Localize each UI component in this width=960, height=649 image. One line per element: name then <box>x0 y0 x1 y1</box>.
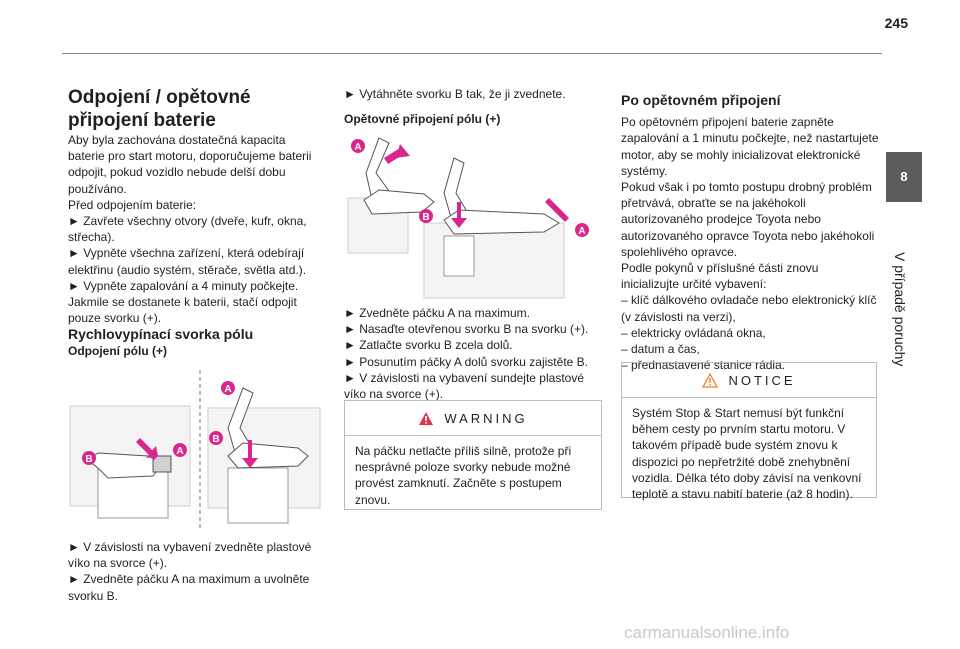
watermark: carmanualsonline.info <box>624 623 790 642</box>
before-text: Před odpojením baterie: <box>68 197 197 212</box>
svg-text:A: A <box>224 384 232 395</box>
column-3 <box>621 92 879 373</box>
figure-right-panel <box>208 388 320 523</box>
column-1-steps <box>68 539 324 604</box>
list-item-3: – datum a čas, <box>621 342 700 357</box>
warning-text: Na páčku netlačte příliš silně, protože při nesprávné poloze svorky nebude možné provést zamknutí. Začněte s postupem znovu. <box>355 444 572 507</box>
text-2: Pokud však i po tomto postupu drobný problém přetrvává, obraťte se na jakéhokoli autorizovaného prodejce Toyota nebo autorizovaného opravce Toyota nebo jakéhokoli spolehlivého opravce. <box>621 180 875 259</box>
column-2-steps <box>344 305 600 402</box>
section-title: Odpojení / opětovné připojení baterie <box>68 87 251 131</box>
subsection-title: Rychlovypínací svorka pólu <box>68 326 254 343</box>
callout-a-3 <box>351 139 365 153</box>
column-2 <box>344 86 600 127</box>
warning-icon <box>418 411 434 426</box>
svg-text:B: B <box>85 454 93 465</box>
notice-header <box>622 363 876 398</box>
figure-reconnect <box>344 128 600 303</box>
step-r5: ► V závislosti na vybavení sundejte plastové víko na svorce (+). <box>344 370 585 402</box>
warning-label: WARNING <box>444 410 528 426</box>
list-item-2: – elektricky ovládaná okna, <box>621 325 766 340</box>
notice-text: Systém Stop & Start nemusí být funkční během cesty po prvním startu motoru. V takovém případě bude systém znovu k dispozici po nepřetržité době znehybnění vozidla. Délka této doby závisí na venkovní teplotě a stavu nabití baterie (až 8 hodin). <box>632 406 862 502</box>
callout-a-1 <box>173 443 187 457</box>
svg-text:A: A <box>176 446 184 457</box>
notice-box <box>621 362 877 502</box>
intro-text: Aby byla zachována dostatečná kapacita baterie pro start motoru, doporučujeme baterii odpojit, pokud vozidlo nebude delší dobu používáno. <box>68 133 312 196</box>
subsection-title-3: Po opětovném připojení <box>621 92 781 108</box>
after-text: Jakmile se dostanete k baterii, stačí odpojit pouze svorku (+). <box>68 295 297 326</box>
step-r1: ► Zvedněte páčku A na maximum. <box>344 306 530 320</box>
warning-box <box>344 400 602 510</box>
list-item-4: – přednastavené stanice rádia. <box>621 358 786 373</box>
step-pull: ► Vytáhněte svorku B tak, že ji zvednete. <box>344 87 566 101</box>
step-r4: ► Posunutím páčky A dolů svorku zajistěte B. <box>344 354 588 369</box>
page-number: 245 <box>884 15 908 31</box>
step-1: ► V závislosti na vybavení zvedněte plastové víko na svorce (+). <box>68 540 312 571</box>
figure-disconnect <box>68 368 324 533</box>
notice-label: NOTICE <box>728 372 796 388</box>
svg-text:A: A <box>578 226 586 237</box>
step-2: ► Zvedněte páčku A na maximum a uvolněte svorku B. <box>68 572 310 603</box>
step-r2: ► Nasaďte otevřenou svorku B na svorku (+). <box>344 322 589 337</box>
subsection-title-2: Opětovné připojení pólu (+) <box>344 112 501 127</box>
bullet-2: ► Vypněte všechna zařízení, která odebírají elektřinu (audio systém, stěrače, světla atd.). <box>68 246 307 277</box>
text-3: Podle pokynů v příslušné části znovu inicializujte určité vybavení: <box>621 261 819 292</box>
step-r3: ► Zatlačte svorku B zcela dolů. <box>344 338 513 353</box>
callout-b-2 <box>209 431 223 445</box>
bullet-1: ► Zavřete všechny otvory (dveře, kufr, okna, střecha). <box>68 214 307 245</box>
svg-text:B: B <box>212 434 220 445</box>
text-1: Po opětovném připojení baterie zapněte zapalování a 1 minutu počkejte, než nastartujete motor, aby se mohly inicializovat elektronické systémy. <box>621 115 879 178</box>
warning-header <box>345 401 601 436</box>
svg-text:B: B <box>422 212 430 223</box>
chapter-tab: 8 <box>886 152 922 202</box>
callout-a-4 <box>575 223 589 237</box>
callout-b-3 <box>419 209 433 223</box>
chapter-title: V případě poruchy <box>892 252 908 367</box>
list-item-1: – klíč dálkového ovladače nebo elektronický klíč (v závislosti na verzi), <box>621 293 877 324</box>
header-rule <box>62 53 882 54</box>
notice-icon <box>702 373 718 388</box>
bullet-3: ► Vypněte zapalování a 4 minuty počkejte. <box>68 278 299 293</box>
callout-b-1 <box>82 451 96 465</box>
subsubsection-title: Odpojení pólu (+) <box>68 343 167 358</box>
svg-text:A: A <box>354 142 362 153</box>
column-1 <box>68 86 324 359</box>
callout-a-2 <box>221 381 235 395</box>
